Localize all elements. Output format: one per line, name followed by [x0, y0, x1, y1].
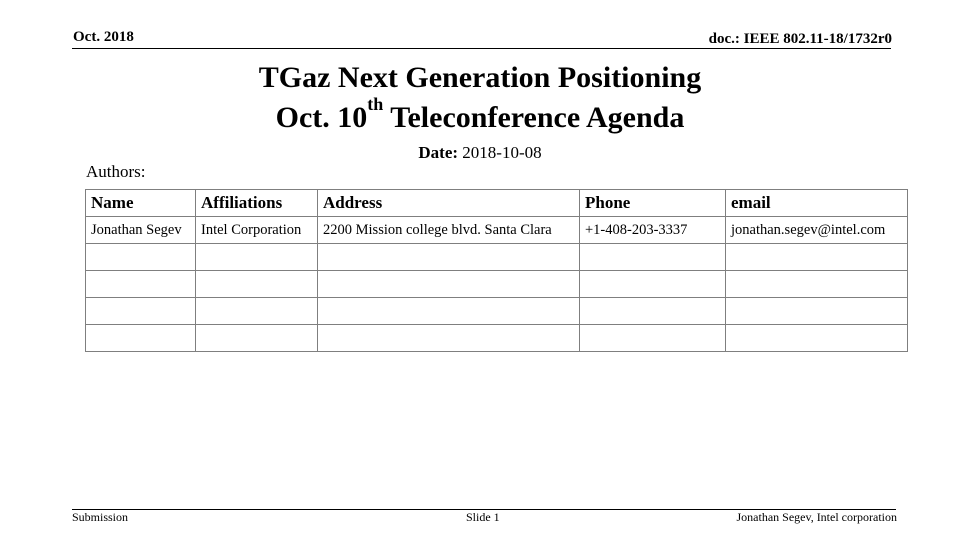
- column-header-email: email: [726, 190, 908, 217]
- author-email-cell: [726, 298, 908, 325]
- date-line: [0, 143, 960, 163]
- column-header-address: Address: [318, 190, 580, 217]
- table-row: [86, 298, 908, 325]
- title-ordinal-suffix: th: [367, 94, 384, 114]
- slide-title: [0, 58, 960, 138]
- title-line-2-prefix: Oct. 10: [275, 101, 368, 134]
- table-row: [86, 217, 908, 244]
- title-line-1: TGaz Next Generation Positioning: [258, 61, 702, 94]
- header-divider: [72, 48, 891, 49]
- title-line-2: [0, 94, 960, 138]
- author-email-cell: [726, 325, 908, 352]
- author-affiliation-cell: [196, 325, 318, 352]
- table-row: [86, 244, 908, 271]
- author-email-cell: [726, 244, 908, 271]
- header-date: Oct. 2018: [73, 29, 134, 45]
- column-header-affiliations: Affiliations: [196, 190, 318, 217]
- author-address-cell: [318, 325, 580, 352]
- table-row: [86, 325, 908, 352]
- author-address-cell: 2200 Mission college blvd. Santa Clara: [318, 217, 580, 244]
- author-name-cell: [86, 271, 196, 298]
- author-address-cell: [318, 298, 580, 325]
- author-phone-cell: [580, 325, 726, 352]
- column-header-name: Name: [86, 190, 196, 217]
- author-phone-cell: [580, 244, 726, 271]
- date-value: 2018-10-08: [462, 143, 542, 162]
- author-affiliation-cell: [196, 298, 318, 325]
- authors-table: [85, 189, 908, 352]
- author-name-cell: [86, 244, 196, 271]
- authors-label: Authors:: [86, 162, 146, 181]
- footer-slide-number: Slide 1: [466, 510, 500, 524]
- author-email-cell: jonathan.segev@intel.com: [726, 217, 908, 244]
- author-name-cell: [86, 298, 196, 325]
- title-line-2-suffix: Teleconference Agenda: [383, 101, 685, 134]
- author-address-cell: [318, 271, 580, 298]
- author-phone-cell: [580, 298, 726, 325]
- author-affiliation-cell: Intel Corporation: [196, 217, 318, 244]
- author-affiliation-cell: [196, 271, 318, 298]
- header-doc-id: doc.: IEEE 802.11-18/1732r0: [708, 31, 892, 47]
- footer-submission: Submission: [72, 510, 129, 524]
- author-phone-cell: +1-408-203-3337: [580, 217, 726, 244]
- table-row: [86, 271, 908, 298]
- footer-author: Jonathan Segev, Intel corporation: [736, 510, 897, 524]
- date-label: Date:: [418, 143, 459, 162]
- column-header-phone: Phone: [580, 190, 726, 217]
- author-address-cell: [318, 244, 580, 271]
- author-phone-cell: [580, 271, 726, 298]
- author-email-cell: [726, 271, 908, 298]
- author-name-cell: Jonathan Segev: [86, 217, 196, 244]
- author-affiliation-cell: [196, 244, 318, 271]
- table-header-row: [86, 190, 908, 217]
- author-name-cell: [86, 325, 196, 352]
